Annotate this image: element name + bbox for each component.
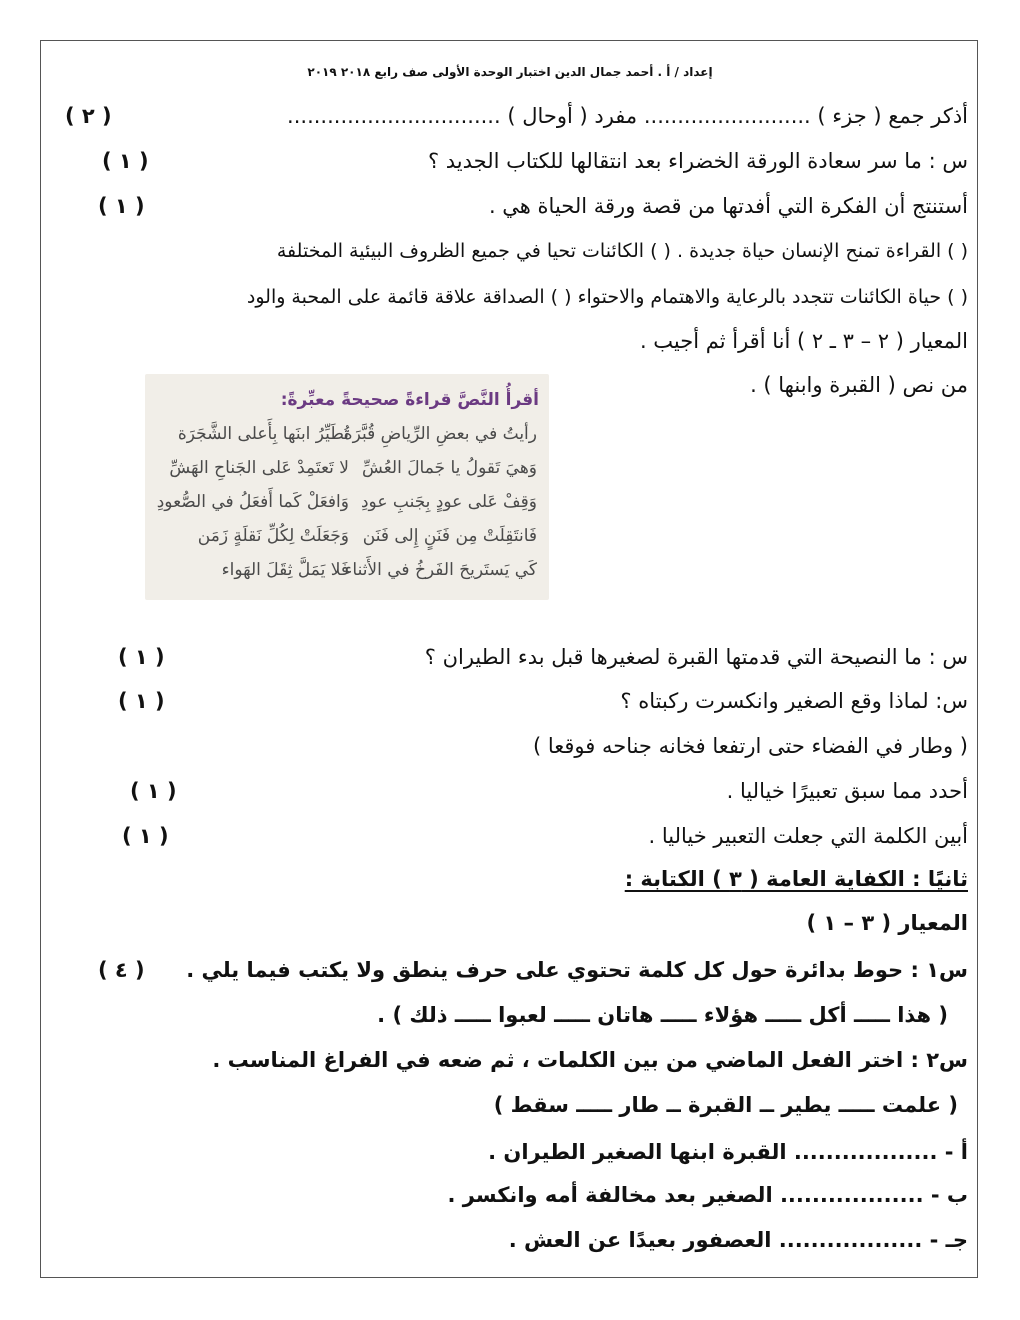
q2: س٢ : اختر الفعل الماضي من بين الكلمات ، ثم ضعه في الفراغ المناسب . [212,1048,968,1072]
poem-verse-right: كَي يَستَريحَ الفَرخُ في الأَثناء [344,560,537,580]
q-identify: أحدد مما سبق تعبيرًا خياليا . [726,779,968,803]
poem-verse-right: فَانتَقِلَتْ مِن فَنَنٍ إِلى فَنَن [362,526,537,546]
poem-verse-left: وَافعَلْ كَما أَفعَلُ في الصُّعودِ [156,492,349,512]
options-row-1: ( ) القراءة تمنح الإنسان حياة جديدة . ( ) الكائنات تحيا في جميع الظروف البيئية المختلفة [276,240,968,262]
q-infer: أستنتج أن الفكرة التي أفدتها من قصة ورقة الحياة هي . [488,194,968,218]
text-source: من نص ( القبرة وابنها ) . [750,373,968,397]
q1-word-list: ( هذا ـــــ أكل ـــــ هؤلاء ـــــ هاتان ـــــ لعبوا ـــــ ذلك ) . [377,1003,948,1027]
q-word: أبين الكلمة التي جعلت التعبير خياليا . [648,824,968,848]
options-row-2: ( ) حياة الكائنات تتجدد بالرعاية والاهتمام والاحتواء ( ) الصداقة علاقة قائمة على المحبة والود [246,286,968,308]
q-advice-marks: ( ١ ) [118,645,165,669]
q-secret: س : ما سر سعادة الورقة الخضراء بعد انتقالها للكتاب الجديد ؟ [427,149,968,173]
poem-verse-left: فَلا يَمَلَّ ثِقَلَ الهَواء [221,560,349,580]
q-fall-marks: ( ١ ) [118,689,165,713]
q-plural-marks: ( ٢ ) [65,104,112,128]
poem-box [145,374,549,600]
criterion-reading: المعيار ( ٢ – ٣ ـ ٢ ) أنا أقرأ ثم أجيب . [639,329,968,353]
poem-title: أقرأُ النَّصَّ قراءةً صحيحةً معبِّرةً: [280,390,539,410]
q1-marks: ( ٤ ) [98,958,145,982]
poem-verse-left: لا تَعتَمِدْ عَلى الجَناحِ الهَشِّ [169,458,349,478]
poem-verse-right: رأيتُ في بعضِ الرِّياضِ قُبَّرَة [343,424,537,444]
q-secret-marks: ( ١ ) [102,149,149,173]
fill-blank-c: جـ - .................. العصفور بعيدًا عن العش . [508,1228,968,1252]
q-identify-marks: ( ١ ) [130,779,177,803]
poem-verse-left: تُطَيِّرُ ابنَها بِأَعلى الشَّجَرَة [177,424,349,444]
q2-word-list: ( علمت ـــــ يطير ــ القبرة ــ طار ـــــ سقط ) [493,1093,958,1117]
poem-verse-left: وَجَعَلَتْ لِكُلِّ نَقلَةٍ زَمَن [197,526,349,546]
q-infer-marks: ( ١ ) [98,194,145,218]
section-writing-title: ثانيًا : الكفاية العامة ( ٣ ) الكتابة : [624,867,968,891]
poem-verse-right: وَهيَ تَقولُ يا جَمالَ العُشِّ [362,458,537,478]
q-plural: أذكر جمع ( جزء ) ......................... مفرد ( أوحال ) ................................ [287,104,968,128]
poem-verse-right: وَقِفْ عَلى عودٍ بِجَنبِ عودِ [360,492,537,512]
criterion-writing: المعيار ( ٣ – ١ ) [806,911,968,935]
header: إعداد / أ . أحمد جمال الدين اختبار الوحدة الأولى صف رابع ٢٠١٨ ٢٠١٩ [307,65,713,79]
verse-quote: ( وطار في الفضاء حتى ارتفعا فخانه جناحه فوقعا ) [532,734,968,758]
fill-blank-a: أ - .................. القبرة ابنها الصغير الطيران . [488,1140,968,1164]
fill-blank-b: ب - .................. الصغير بعد مخالفة أمه وانكسر . [447,1183,968,1207]
q-advice: س : ما النصيحة التي قدمتها القبرة لصغيرها قبل بدء الطيران ؟ [424,645,968,669]
q-word-marks: ( ١ ) [122,824,169,848]
q-fall: س: لماذا وقع الصغير وانكسرت ركبتاه ؟ [620,689,968,713]
q1: س١ : حوط بدائرة حول كل كلمة تحتوي على حرف ينطق ولا يكتب فيما يلي . [186,958,968,982]
